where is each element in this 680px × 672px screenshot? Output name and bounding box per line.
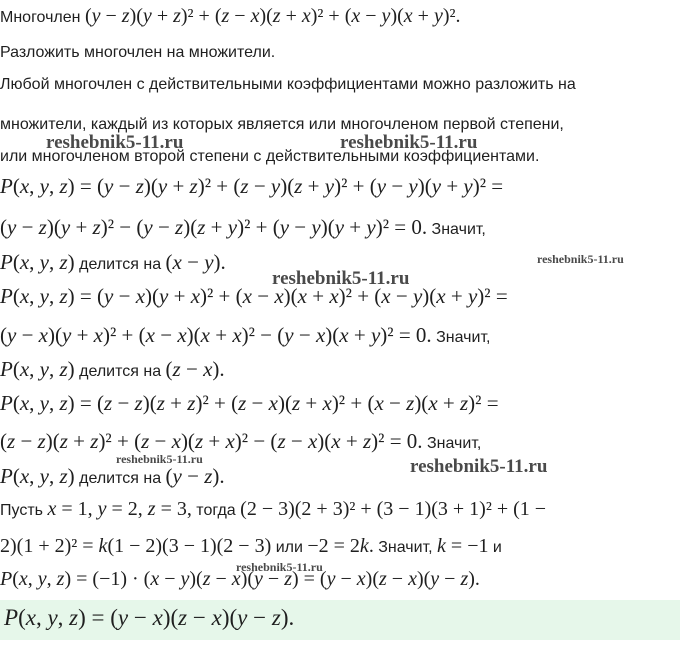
final-answer: P(x, y, z) = (y − x)(z − x)(y − z). — [4, 605, 295, 630]
task-line — [0, 44, 275, 62]
watermark: reshebnik5-11.ru — [46, 132, 184, 153]
intro-line-1: Любой многочлен с действительными коэффициентами можно разложить на — [0, 76, 576, 93]
watermark: reshebnik5-11.ru — [272, 268, 410, 289]
watermark: reshebnik5-11.ru — [116, 452, 203, 466]
step1-line-3: P(x, y, z) делится на (x − y). — [0, 250, 226, 274]
problem-line — [0, 5, 460, 28]
step3-line-3: P(x, y, z) делится на (y − z). — [0, 464, 225, 488]
task-text: Разложить многочлен на множители. — [0, 44, 276, 61]
step2-line-1: P(x, y, z) = (y − x)(y + x)² + (x − x)(x + x)² + (x − y)(x + y)² = — [0, 284, 508, 308]
step3-line-2: (z − z)(z + z)² + (z − x)(z + x)² − (z − x)(x + z)² = 0. Значит, — [0, 429, 482, 453]
watermark: reshebnik5-11.ru — [236, 560, 323, 574]
step2-line-2: (y − x)(y + x)² + (x − x)(x + x)² − (y − x)(x + y)² = 0. Значит, — [0, 323, 491, 347]
step1-line-1: P(x, y, z) = (y − z)(y + z)² + (z − y)(z + y)² + (y − y)(y + y)² = — [0, 174, 504, 198]
step4-line-3: P(x, y, z) = (−1) · (x − y)(z − x)(y − z) = (y − x)(z − x)(y − z). — [0, 568, 480, 590]
problem-expression: (y − z)(y + z)² + (z − x)(z + x)² + (x − y)(x + y)². — [84, 5, 461, 27]
final-answer-box — [0, 600, 680, 640]
step1-line-2: (y − z)(y + z)² − (y − z)(z + y)² + (y − y)(y + y)² = 0. Значит, — [0, 215, 486, 239]
watermark: reshebnik5-11.ru — [537, 252, 624, 266]
step3-line-1: P(x, y, z) = (z − z)(z + z)² + (z − x)(z + x)² + (x − z)(x + z)² = — [0, 391, 499, 415]
intro-line-2: множители, каждый из которых является или многочленом первой степени, — [0, 116, 564, 133]
problem-prefix: Многочлен — [0, 9, 85, 26]
step4-line-1: Пусть x = 1, y = 2, z = 3, тогда (2 − 3)(2 + 3)² + (3 − 1)(3 + 1)² + (1 − — [0, 498, 547, 520]
watermark: reshebnik5-11.ru — [340, 132, 478, 153]
step2-line-3: P(x, y, z) делится на (z − x). — [0, 357, 225, 381]
watermark: reshebnik5-11.ru — [410, 456, 548, 477]
step4-line-2: 2)(1 + 2)² = k(1 − 2)(3 − 1)(2 − 3) или −2 = 2k. Значит, k = −1 и — [0, 535, 502, 557]
intro-line-3: или многочленом второй степени с действительными коэффициентами. — [0, 148, 540, 165]
